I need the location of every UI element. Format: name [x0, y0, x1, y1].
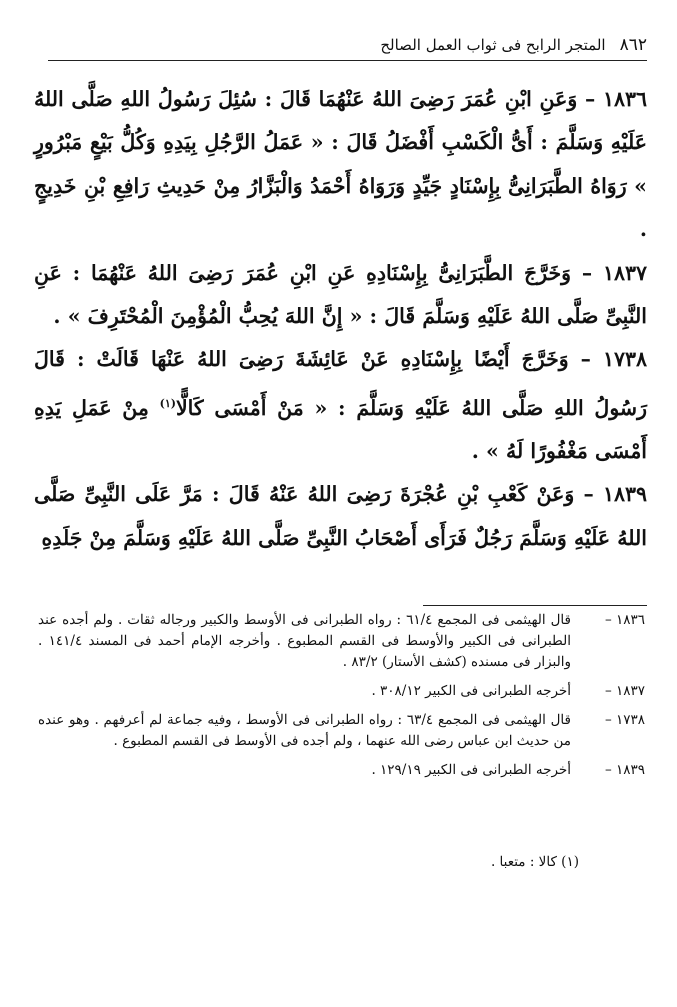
- footnote-divider: [423, 605, 647, 606]
- footnote-text: أخرجه الطبرانى فى الكبير ٣٠٨/١٢ .: [371, 683, 571, 699]
- footnote-text: قال الهيثمى فى المجمع ٦١/٤ : رواه الطبرانى فى الأوسط والكبير ورجاله ثقات . ولم أجده عند الطبرانى فى الكبير والأوسط فى القسم المطبوع . وأخرجه الإمام أحمد فى المسند ١٤١/٤ . والبزار فى مسنده (كشف الأستار) ٨٣/٢ .: [38, 612, 571, 670]
- footnote-item: [38, 681, 645, 702]
- footnote-number: ١٧٣٨ –: [604, 712, 645, 728]
- hadith-text-block: [34, 78, 647, 560]
- footnote-number: ١٨٣٦ –: [604, 612, 645, 628]
- footnotes-section: [38, 610, 645, 789]
- footnote-text: قال الهيثمى فى المجمع ٦٣/٤ : رواه الطبرانى فى الأوسط ، وفيه جماعة لم أعرفهم . وهو عنده من حديث ابن عباس رضى الله عنهما ، ولم أجده فى الأوسط فى القسم المطبوع .: [38, 712, 571, 749]
- running-header: [48, 30, 647, 61]
- word-gloss-note: (١) كالا : متعبا .: [490, 854, 579, 870]
- footnote-item: [38, 610, 645, 673]
- hadith-1836: ١٨٣٦ – وَعَنِ ابْنِ عُمَرَ رَضِىَ اللهُ عَنْهُمَا قَالَ : سُئِلَ رَسُولُ اللهِ صَلَّى اللهُ عَلَيْهِ وَسَلَّمَ : أَىُّ الْكَسْبِ أَفْضَلُ قَالَ : « عَمَلُ الرَّجُلِ بِيَدِهِ وَكُلُّ بَيْعٍ مَبْرُورٍ » رَوَاهُ الطَّبَرَانِىُّ بِإِسْنَادٍ جَيِّدٍ وَرَوَاهُ أَحْمَدُ وَالْبَزَّارُ مِنْ حَدِيثِ رَافِعِ بْنِ خَدِيجٍ .: [34, 87, 647, 242]
- hadith-1738: [34, 338, 647, 473]
- hadith-1738-text-end: مِنْ عَمَلِ يَدِهِ أَمْسَى مَغْفُورًا لَهُ » .: [34, 395, 647, 464]
- footnote-item: [38, 760, 645, 781]
- footnote-text: أخرجه الطبرانى فى الكبير ١٢٩/١٩ .: [371, 762, 571, 778]
- hadith-1738-text-start: ١٧٣٨ – وَخَرَّجَ أَيْضًا بِإِسْنَادِهِ عَنْ عَائِشَةَ رَضِىَ اللهُ عَنْهَا قَالَتْ : قَالَ رَسُولُ اللهِ صَلَّى اللهُ عَلَيْهِ وَسَلَّمَ : « مَنْ أَمْسَى كَالًّا: [34, 347, 647, 420]
- page-number: ٨٦٢: [619, 35, 647, 55]
- hadith-1839: ١٨٣٩ – وَعَنْ كَعْبِ بْنِ عُجْرَةَ رَضِىَ اللهُ عَنْهُ قَالَ : مَرَّ عَلَى النَّبِىِّ صَلَّى اللهُ عَلَيْهِ وَسَلَّمَ رَجُلٌ فَرَأَى أَصْحَابُ النَّبِىِّ صَلَّى اللهُ عَلَيْهِ وَسَلَّمَ مِنْ جَلَدِهِ: [34, 482, 647, 550]
- running-title: المتجر الرابح فى ثواب العمل الصالح: [380, 36, 606, 54]
- hadith-1837: ١٨٣٧ – وَخَرَّجَ الطَّبَرَانِىُّ بِإِسْنَادِهِ عَنِ ابْنِ عُمَرَ رَضِىَ اللهُ عَنْهُمَا : عَنِ النَّبِىِّ صَلَّى اللهُ عَلَيْهِ وَسَلَّمَ قَالَ : « إِنَّ اللهَ يُحِبُّ الْمُؤْمِنَ الْمُحْتَرِفَ » .: [34, 260, 647, 329]
- footnote-number: ١٨٣٧ –: [604, 683, 645, 699]
- footnote-reference-mark: (١): [159, 396, 176, 410]
- footnote-item: [38, 710, 645, 752]
- footnote-number: ١٨٣٩ –: [604, 762, 645, 778]
